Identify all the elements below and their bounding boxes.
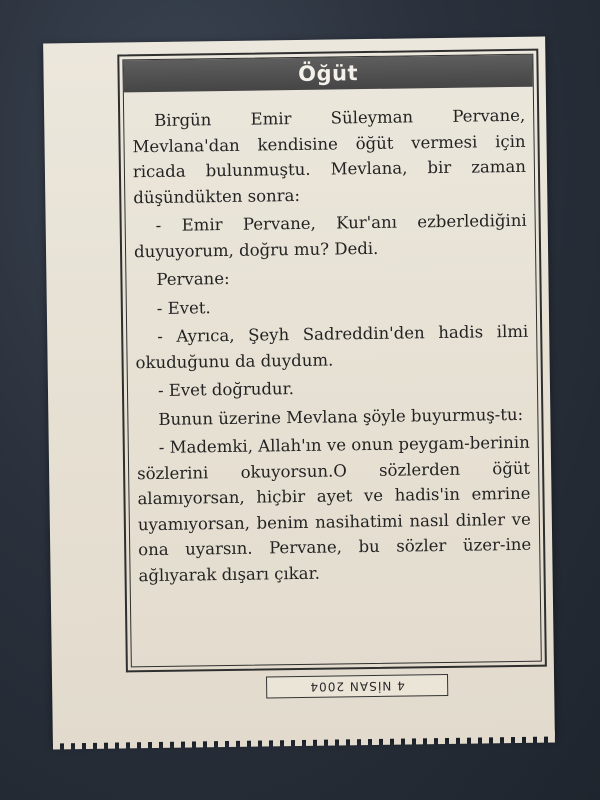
paragraph: - Mademki, Allah'ın ve onun peygam-berinin sözlerini okuyorsun.O sözlerden öğüt alamıyorsan, hiçbir ayet ve hadis'in emrine uyamıyorsan, benim nasihatimi nasıl dinler ve ona uyarsın. Pervane, bu sözler üzer-ine ağlıyarak dışarı çıkar. [137,432,532,585]
footer-date: 4 NİSAN 2004 [309,678,405,694]
newspaper-clipping [43,37,555,744]
paragraph: Birgün Emir Süleyman Pervane, Mevlana'dan kendisine öğüt vermesi için ricada bulunmuştu. Mevlana, bir zaman düşündükten sonra: [132,105,527,207]
paragraph: - Evet. [156,297,211,318]
paragraph: - Evet doğrudur. [157,379,295,400]
date-footer [266,674,448,699]
paragraph: - Emir Pervane, Kur'anı ezberlediğini duyuyorum, doğru mu? Dedi. [133,210,527,261]
title-bar [123,55,532,93]
paragraph: Pervane: [156,268,230,289]
paragraph: - Ayrıca, Şeyh Sadreddin'den hadis ilmi okuduğunu da duydum. [135,321,529,372]
article-title: Öğüt [297,61,359,86]
article-frame [117,49,547,673]
article-body [132,103,532,588]
paragraph: Bunun üzerine Mevlana şöyle buyurmuş-tu: [158,404,524,429]
article-inner-border [122,54,541,668]
